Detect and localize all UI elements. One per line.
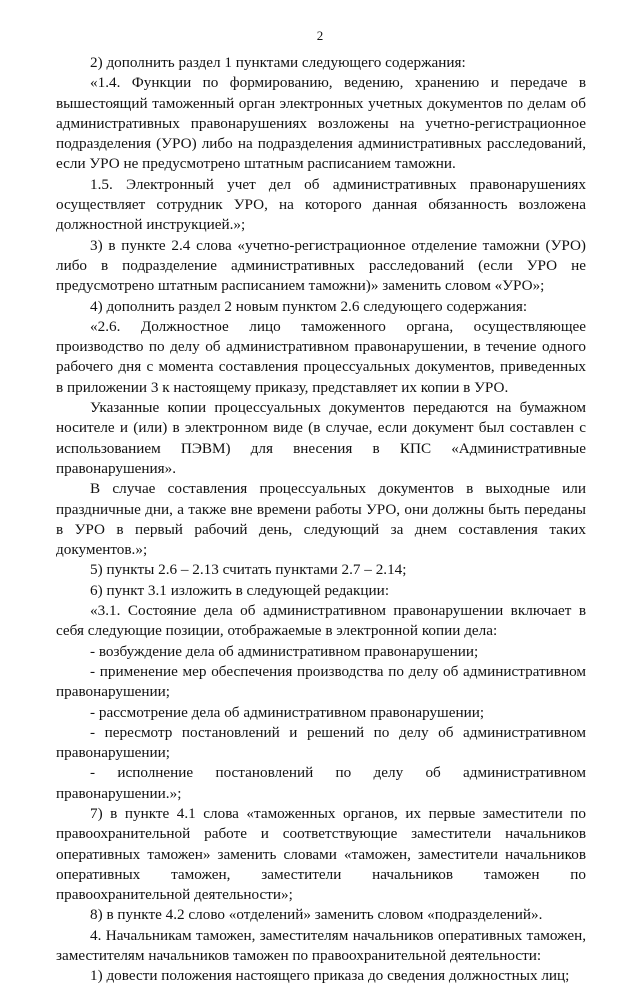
paragraph-holidays: В случае составления процессуальных документов в выходные или праздничные дни, а также вне времени работы УРО, они должны быть переданы в УРО в первый рабочий день, следующий за днем составления таких документов.»; bbox=[56, 480, 586, 559]
list-item-initiation: - возбуждение дела об административном правонарушении; bbox=[90, 642, 479, 660]
list-item-execution: - исполнение постановлений по делу об административном правонарушении.»; bbox=[56, 764, 586, 802]
paragraph-section-4: 4. Начальникам таможен, заместителям начальников оперативных таможен, заместителям начальников таможен по правоохранительной деятельности: bbox=[56, 926, 586, 965]
paragraph-clause-2-6: «2.6. Должностное лицо таможенного органа, осуществляющее производство по делу об административном правонарушении, в течение одного рабочего дня с момента составления процессуальных документов, приведенных в приложении 3 к настоящему приказу, представляет их копии в УРО. bbox=[56, 317, 586, 396]
paragraph-item-4: 4) дополнить раздел 2 новым пунктом 2.6 следующего содержания: bbox=[90, 297, 528, 315]
paragraph-clause-1-5: 1.5. Электронный учет дел об административных правонарушениях осуществляет сотрудник УРО, на которого данная обязанность возложена должностной инструкцией.»; bbox=[56, 175, 586, 234]
paragraph-clause-3-1: «3.1. Состояние дела об административном правонарушении включает в себя следующие позиции, отображаемые в электронной копии дела: bbox=[56, 602, 586, 640]
paragraph-copies-transfer: Указанные копии процессуальных документов передаются на бумажном носителе и (или) в электронном виде (в случае, если документ был составлен с использованием ПЭВМ) для внесения в КПС «Административные правонарушения». bbox=[56, 399, 586, 477]
paragraph-item-5: 5) пункты 2.6 – 2.13 считать пунктами 2.7 – 2.14; bbox=[90, 561, 407, 579]
paragraph-clause-1-4: «1.4. Функции по формированию, ведению, хранению и передаче в вышестоящий таможенный орган электронных учетных документов по делам об административных правонарушениях возложены на учетно-регистрационное подразделения (УРО) либо на подразделения административных расследований, если УРО не предусмотрено штатным расписанием таможни. bbox=[56, 74, 586, 173]
paragraph-item-3: 3) в пункте 2.4 слова «учетно-регистрационное отделение таможни (УРО) либо в подразделение административных расследований (если УРО не предусмотрено штатным расписанием таможни)» заменить словом «УРО»; bbox=[56, 236, 586, 295]
paragraph-section-4-item-1: 1) довести положения настоящего приказа до сведения должностных лиц; bbox=[90, 967, 570, 985]
list-item-consideration: - рассмотрение дела об административном правонарушении; bbox=[90, 703, 485, 721]
paragraph-item-6: 6) пункт 3.1 изложить в следующей редакции: bbox=[90, 581, 390, 599]
list-item-enforcement-measures: - применение мер обеспечения производства по делу об административном правонарушении; bbox=[56, 662, 586, 701]
paragraph-item-8: 8) в пункте 4.2 слово «отделений» заменить словом «подразделений». bbox=[90, 906, 543, 924]
paragraph-item-2: 2) дополнить раздел 1 пунктами следующего содержания: bbox=[90, 54, 466, 71]
page-number: 2 bbox=[316, 28, 324, 43]
paragraph-item-7: 7) в пункте 4.1 слова «таможенных органов, их первые заместители по правоохранительной работе и соответствующие заместители начальников оперативных таможен» заменить словами «таможен, заместители начальников оперативных таможен, заместители начальников таможен по правоохранительной деятельности»; bbox=[56, 804, 586, 904]
document-body bbox=[56, 53, 586, 987]
list-item-review: - пересмотр постановлений и решений по делу об административном правонарушении; bbox=[56, 723, 586, 762]
